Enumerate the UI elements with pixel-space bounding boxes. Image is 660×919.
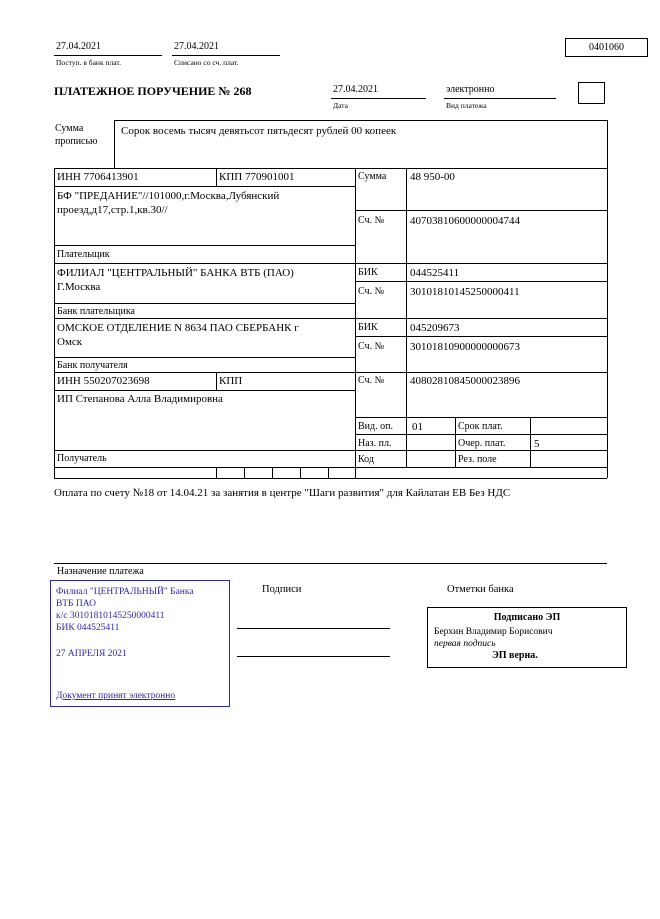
payment-purpose-label: Назначение платежа <box>57 566 144 577</box>
received-in-bank-field <box>54 39 162 67</box>
divider <box>54 245 355 246</box>
ep-verified-note: ЭП верна. <box>492 650 538 661</box>
received-in-bank-label: Поступ. в банк плат. <box>56 58 121 67</box>
receiver-bank-account-label: Сч. № <box>358 341 385 352</box>
divider <box>355 281 607 282</box>
divider <box>355 417 607 418</box>
amount-words-label-line2: прописью <box>55 136 98 147</box>
payer-bank-bik-label: БИК <box>358 267 378 278</box>
divider <box>355 168 356 467</box>
divider <box>54 372 607 373</box>
payment-kind-value: электронно <box>444 82 556 99</box>
divider <box>328 467 329 478</box>
amount-words-value: Сорок восемь тысяч девятьсот пятьдесят рублей 00 копеек <box>121 125 397 137</box>
receiver-account-value: 40802810845000023896 <box>410 375 520 387</box>
receiver-bank-account-value: 30101810900000000673 <box>410 341 520 353</box>
divider <box>54 467 607 468</box>
divider <box>355 336 607 337</box>
document-title: ПЛАТЕЖНОЕ ПОРУЧЕНИЕ № 268 <box>54 84 252 98</box>
received-in-bank-date: 27.04.2021 <box>54 39 162 56</box>
amount-words-label-line1: Сумма <box>55 123 84 134</box>
bank-marks-title: Отметки банка <box>447 584 514 595</box>
signature-line-2 <box>237 656 390 657</box>
electronic-signature-stamp <box>427 607 627 668</box>
form-code: 0401060 <box>589 42 624 53</box>
stamp-accepted-note: Документ принят электронно <box>56 691 176 701</box>
receiver-section-label: Получатель <box>57 453 107 464</box>
divider <box>54 390 355 391</box>
purpose-code-label: Наз. пл. <box>358 438 392 449</box>
payer-section-label: Плательщик <box>57 249 110 260</box>
ep-signature-role: первая подпись <box>434 639 496 649</box>
receiver-kpp: КПП <box>219 375 243 387</box>
receiver-name: ИП Степанова Алла Владимировна <box>57 393 223 405</box>
ep-signer-name: Берхин Владимир Борисович <box>434 627 553 637</box>
document-date-value: 27.04.2021 <box>331 82 426 99</box>
divider <box>355 210 607 211</box>
bank-stamp <box>50 580 230 707</box>
receiver-bank-section-label: Банк получателя <box>57 360 128 371</box>
payment-purpose-text: Оплата по счету №18 от 14.04.21 за занятия в центре "Шаги развития" для Кайлатан ЕВ Без НДС <box>54 487 511 499</box>
payer-bank-bik-value: 044525411 <box>410 267 460 279</box>
code-label: Код <box>358 454 374 465</box>
payer-account-label: Сч. № <box>358 215 385 226</box>
debited-from-account-label: Списано со сч. плат. <box>174 58 239 67</box>
priority-value: 5 <box>534 438 540 450</box>
ep-signed-title: Подписано ЭП <box>493 612 561 623</box>
document-date-field <box>331 82 426 110</box>
document-date-label: Дата <box>333 101 348 110</box>
amount-words-label <box>55 122 98 148</box>
stamp-bank-name-line2: ВТБ ПАО <box>56 599 96 609</box>
payer-kpp: КПП 770901001 <box>219 171 295 183</box>
payer-bank-account-label: Сч. № <box>358 286 385 297</box>
divider <box>54 450 607 451</box>
divider <box>54 357 355 358</box>
payment-kind-field <box>444 82 556 110</box>
receiver-inn: ИНН 550207023698 <box>57 375 150 387</box>
divider <box>455 417 456 467</box>
divider <box>216 168 217 186</box>
divider <box>54 303 355 304</box>
payment-kind-label: Вид платежа <box>446 101 487 110</box>
divider <box>54 563 607 564</box>
signatures-title: Подписи <box>262 584 302 595</box>
divider <box>54 318 607 319</box>
debited-from-account-date: 27.04.2021 <box>172 39 280 56</box>
divider <box>54 478 607 479</box>
sum-value: 48 950-00 <box>410 171 455 183</box>
stamp-corr-account: к/с 30101810145250000411 <box>56 611 165 621</box>
divider <box>54 168 607 169</box>
debited-from-account-field <box>172 39 280 67</box>
receiver-bank-bik-value: 045209673 <box>410 322 460 334</box>
divider <box>216 372 217 390</box>
payer-inn: ИНН 7706413901 <box>57 171 139 183</box>
payer-account-value: 40703810600000004744 <box>410 215 520 227</box>
receiver-account-label: Сч. № <box>358 375 385 386</box>
divider <box>272 467 273 478</box>
op-kind-value: 01 <box>412 421 423 433</box>
divider <box>406 168 407 467</box>
pay-term-label: Срок плат. <box>458 421 503 432</box>
sum-label: Сумма <box>358 171 387 182</box>
signature-line-1 <box>237 628 390 629</box>
divider <box>355 467 356 478</box>
stamp-bik: БИК 044525411 <box>56 623 120 633</box>
payment-type-box <box>578 82 605 104</box>
reserve-field-label: Рез. поле <box>458 454 497 465</box>
divider <box>530 417 531 467</box>
payer-name: БФ "ПРЕДАНИЕ"//101000,г.Москва,Лубянский проезд,д17,стр.1,кв.30// <box>57 190 280 216</box>
priority-label: Очер. плат. <box>458 438 506 449</box>
payer-bank-account-value: 30101810145250000411 <box>410 286 520 298</box>
divider <box>216 467 217 478</box>
divider <box>355 434 607 435</box>
divider <box>54 186 355 187</box>
form-code-box <box>565 38 648 57</box>
receiver-bank-name: ОМСКОЕ ОТДЕЛЕНИЕ N 8634 ПАО СБЕРБАНК г Омск <box>57 322 299 348</box>
divider <box>54 168 55 478</box>
stamp-date: 27 АПРЕЛЯ 2021 <box>56 649 127 659</box>
divider <box>300 467 301 478</box>
divider <box>607 120 608 478</box>
receiver-bank-bik-label: БИК <box>358 322 378 333</box>
stamp-bank-name-line1: Филиал "ЦЕНТРАЛЬНЫЙ" Банка <box>56 587 194 597</box>
payer-bank-name: ФИЛИАЛ "ЦЕНТРАЛЬНЫЙ" БАНКА ВТБ (ПАО) Г.Москва <box>57 267 294 293</box>
amount-words-cell <box>114 120 607 168</box>
payer-bank-section-label: Банк плательщика <box>57 306 135 317</box>
divider <box>244 467 245 478</box>
divider <box>54 263 607 264</box>
op-kind-label: Вид. оп. <box>358 421 393 432</box>
